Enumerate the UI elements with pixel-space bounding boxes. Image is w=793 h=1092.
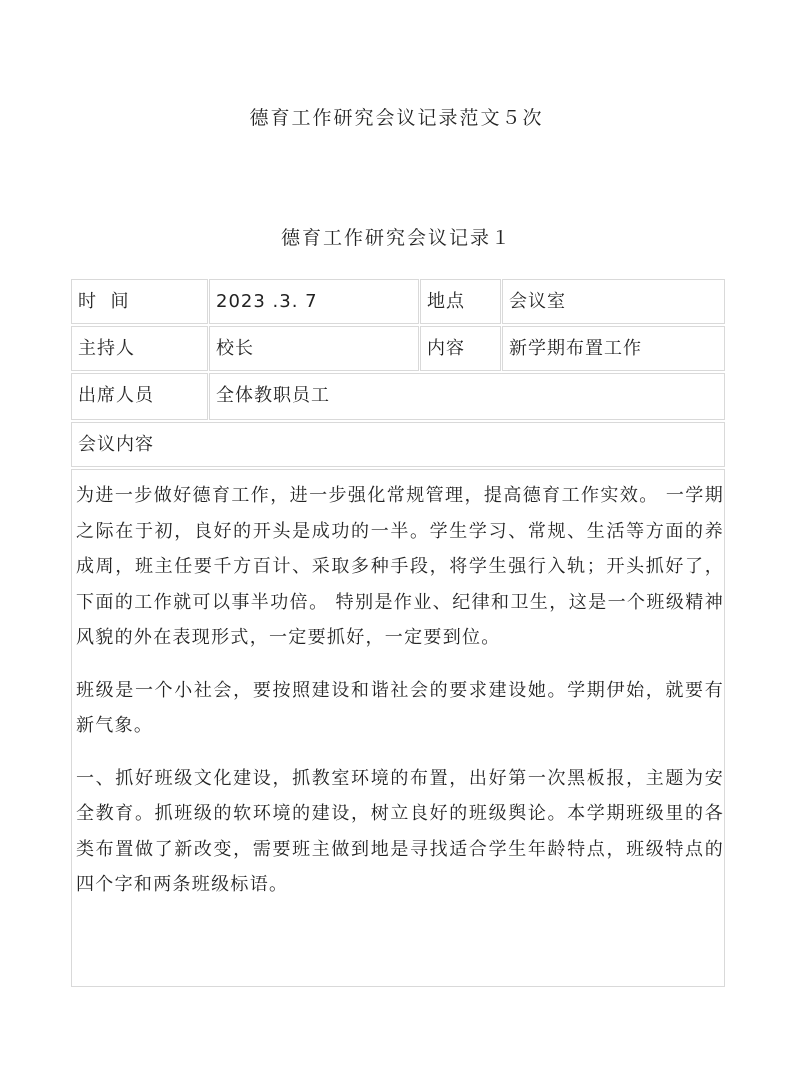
place-label: 地点 (427, 291, 465, 312)
document-title: 德育工作研究会议记录范文５次 (249, 107, 544, 129)
host-label: 主持人 (78, 338, 135, 359)
host-value: 校长 (216, 338, 254, 359)
attendees-label: 出席人员 (78, 385, 154, 406)
section-title: 德育工作研究会议记录１ (280, 227, 512, 249)
topic-label: 内容 (427, 338, 465, 359)
attendees-value-cell (209, 373, 725, 420)
topic-value: 新学期布置工作 (509, 338, 642, 359)
time-label-cell (71, 279, 208, 324)
content-paragraph: 为进一步做好德育工作，进一步强化常规管理，提高德育工作实效。 一学期之际在于初，良好的开头是成功的一半。学生学习、常规、生活等方面的养成周，班主任要千方百计、采取多种手段，将学生强行入轨；开头抓好了，下面的工作就可以事半功倍。 特别是作业、纪律和卫生，这是一个班级精神风貌的外在表现形式，一定要抓好，一定要到位。 (76, 485, 724, 648)
content-paragraph: 一、抓好班级文化建设，抓教室环境的布置，出好第一次黑板报，主题为安全教育。抓班级的软环境的建设，树立良好的班级舆论。本学期班级里的各类布置做了新改变，需要班主做到地是寻找适合学生年龄特点，班级特点的四个字和两条班级标语。 (76, 767, 724, 895)
time-label: 时 间 (78, 291, 130, 312)
meeting-content (71, 469, 725, 987)
time-value: 2023 .3. 7 (216, 291, 318, 312)
content-paragraph: 班级是一个小社会，要按照建设和谐社会的要求建设她。学期伊始，就要有新气象。 (76, 679, 724, 736)
attendees-value: 全体教职员工 (216, 385, 330, 406)
place-value: 会议室 (509, 291, 566, 312)
minutes-label-cell (71, 422, 725, 467)
host-label-cell (71, 326, 208, 371)
minutes-label: 会议内容 (78, 434, 154, 455)
host-value-cell (209, 326, 419, 371)
place-label-cell (420, 279, 501, 324)
time-value-cell (209, 279, 419, 324)
place-value-cell (502, 279, 725, 324)
attendees-label-cell (71, 373, 208, 420)
topic-label-cell (420, 326, 501, 371)
topic-value-cell (502, 326, 725, 371)
